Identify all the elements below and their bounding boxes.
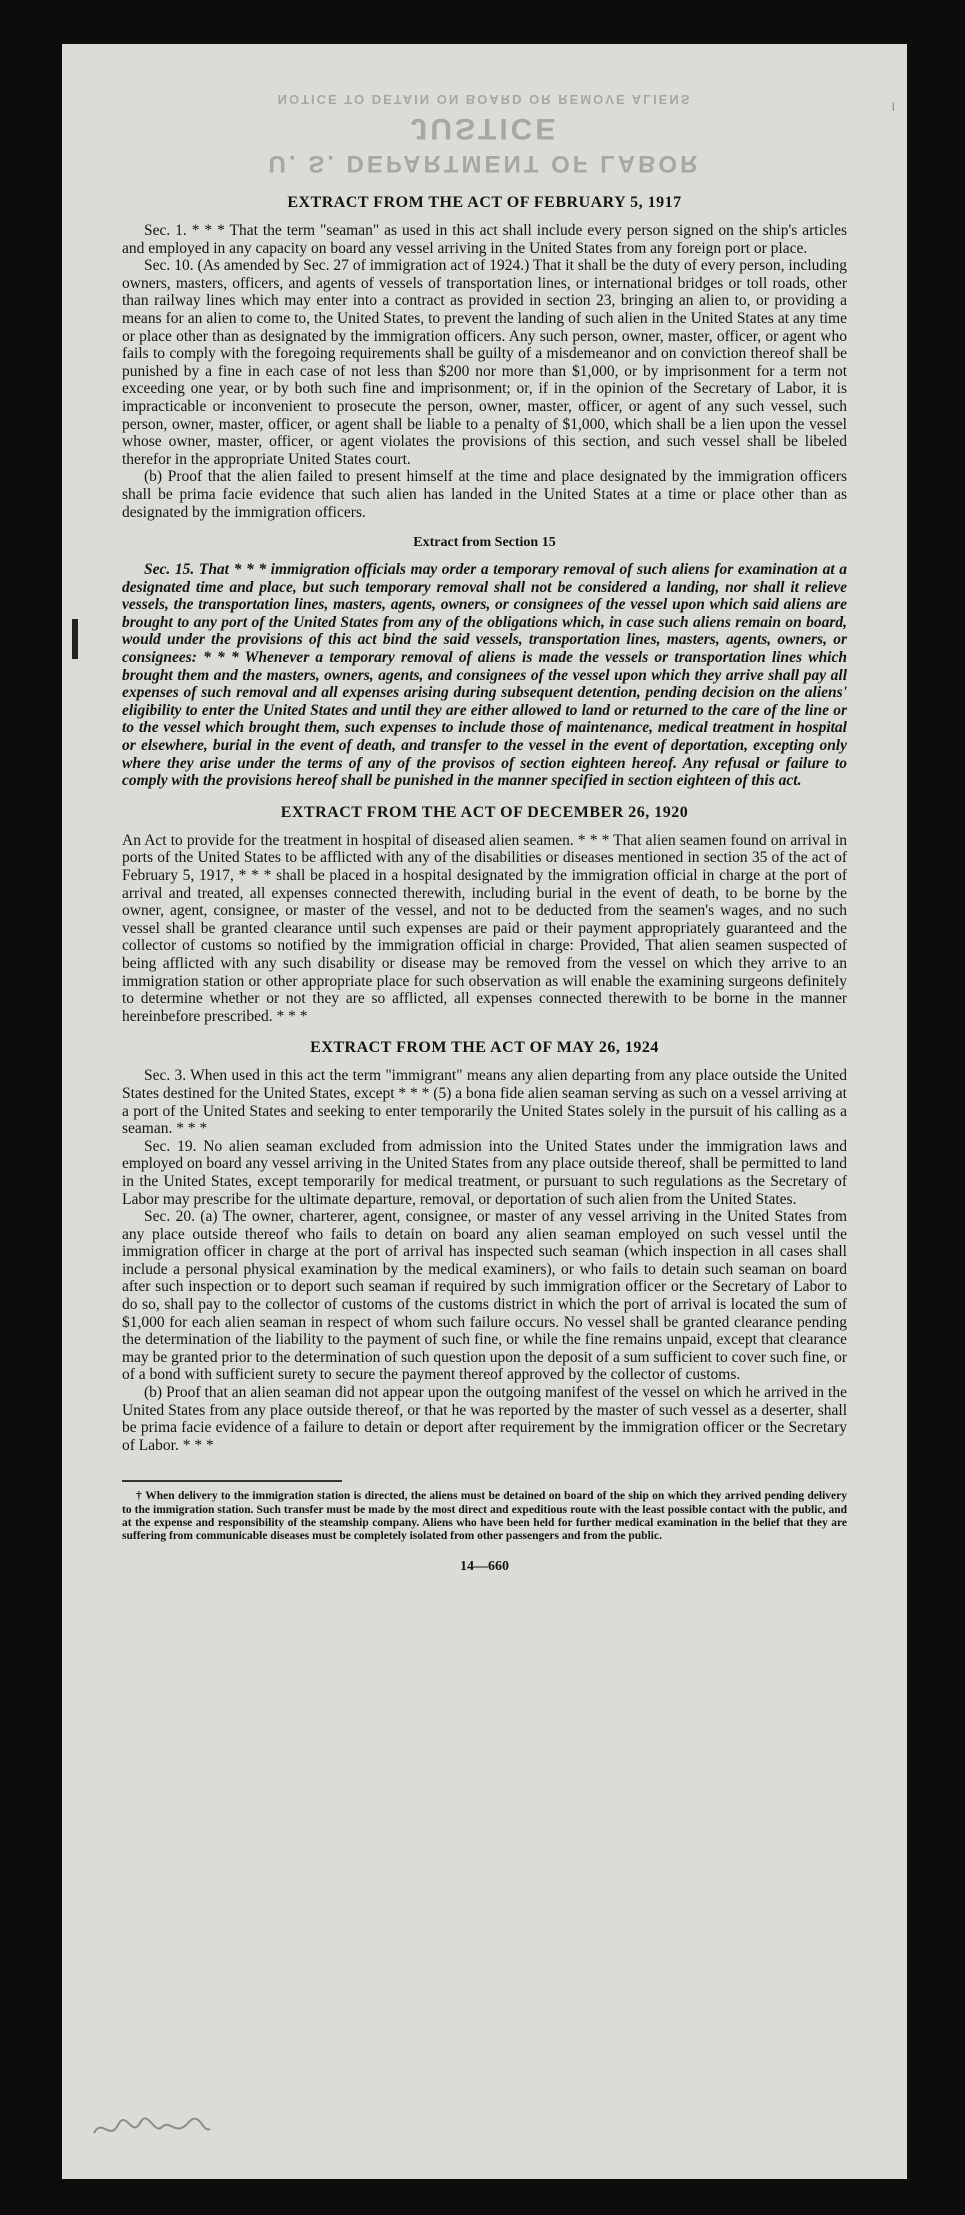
paragraph: Sec. 15. That * * * immigration officials may order a temporary removal of such aliens for examination at a designated time and place, but such temporary removal shall not be considered a landing, nor shall it relieve vessels, the transportation lines, masters, agents, owners, or consignees of the vessel upon which said aliens are brought to any port of the United States from any of the obligations which, in case such aliens remain on board, would under the provisions of this act bind the said vessels, transportation lines, masters, agents, owners, or consignees: * * * Whenever a temporary removal of aliens is made the vessels or transportation lines which brought them and the masters, owners, agents, and consignees of the vessel upon which they arrive shall pay all expenses of such removal and all expenses arising during subsequent detention, pending decision on the aliens' eligibility to enter the United States and until they are either allowed to land or returned to the care of the line or to the vessel which brought them, such expenses to include those of maintenance, medical treatment in hospital or elsewhere, burial in the event of death, and transfer to the vessel in the event of deportation, excepting only where they arise under the terms of any of the provisos of section eighteen hereof. Any refusal or failure to comply with the provisions hereof shall be punished in the manner specified in section eighteen of this act. xyxy=(122,561,847,790)
section-heading: EXTRACT FROM THE ACT OF MAY 26, 1924 xyxy=(310,1039,659,1057)
paragraph: Sec. 10. (As amended by Sec. 27 of immigration act of 1924.) That it shall be the duty of every person, including owners, masters, officers, and agents of vessels of transportation lines, or international bridges or toll roads, other than railway lines which may enter into a contract as provided in section 23, bringing an alien to, or providing a means for an alien to come to, the United States, to prevent the landing of such alien in the United States at any time or place other than as designated by the immigration officers. Any such person, owner, master, officer, or agent who fails to comply with the foregoing requirements shall be guilty of a misdemeanor and on conviction thereof shall be punished by a fine in each case of not less than $200 nor more than $1,000, or by imprisonment for a term not exceeding one year, or by both such fine and imprisonment; or, if in the opinion of the Secretary of Labor, it is impracticable or inconvenient to prosecute the person, owner, master, officer, or agent of any such vessel, such person, owner, master, officer, or agent shall be liable to a penalty of $1,000, which shall be a lien upon the vessel whose owner, master, officer, or agent violates the provisions of this section, and such vessel shall be libeled therefor in the appropriate United States court. xyxy=(122,257,847,468)
section-subheading: Extract from Section 15 xyxy=(413,535,556,551)
corner-stamp: I xyxy=(891,100,895,114)
footnote: † When delivery to the immigration station is directed, the aliens must be detained on board of the ship on which they arrived pending delivery to the immigration station. Such transfer must be made by the most direct and expeditious route with the least possible contact with the public, and at the expense and responsibility of the steamship company. Aliens who have been held for further medical examination in the belief that they are suffering from communicable diseases must be completely isolated from other passengers and from the public. xyxy=(122,1490,847,1543)
paragraph: Sec. 20. (a) The owner, charterer, agent, consignee, or master of any vessel arriving in the United States from any place outside thereof who fails to detain on board any alien seaman employed on such vessel until the immigration officer in charge at the port of arrival has inspected such seaman (which inspection in all cases shall include a personal physical examination by the medical examiners), or who fails to detain such seaman on board after such inspection or to deport such seaman if required by such immigration officer or the Secretary of Labor to do so, shall pay to the collector of customs of the customs district in which the port of arrival is located the sum of $1,000 for each alien seaman in respect of whom such failure occurs. No vessel shall be granted clearance pending the determination of the liability to the payment of such fine, or while the fine remains unpaid, except that clearance may be granted prior to the determination of such question upon the deposit of a sum sufficient to cover such fine, or of a bond with sufficient surety to secure the payment thereof approved by the collector of customs. xyxy=(122,1208,847,1384)
handwritten-signature xyxy=(92,2113,212,2149)
section-dec-1920 xyxy=(122,804,847,1026)
section-15-extract xyxy=(122,535,847,790)
signature-scribble-icon xyxy=(92,2113,212,2143)
paragraph: (b) Proof that the alien failed to present himself at the time and place designated by the immigration officers shall be prima facie evidence that such alien has landed in the United States at a time or place other than as designated by the immigration officers. xyxy=(122,468,847,521)
page-number: 14—660 xyxy=(460,1559,509,1575)
footnote-divider xyxy=(122,1480,342,1482)
paragraph: Sec. 1. * * * That the term "seaman" as used in this act shall include every person signed on the ship's articles and employed in any capacity on board any vessel arriving in the United States from any foreign port or place. xyxy=(122,222,847,257)
bleed-through-header: NOTICE TO DETAIN ON BOARD OR REMOVE ALIENS JUSTICE U. S. DEPARTMENT OF LABOR xyxy=(268,92,701,177)
section-heading: EXTRACT FROM THE ACT OF FEBRUARY 5, 1917 xyxy=(287,194,682,211)
section-heading: EXTRACT FROM THE ACT OF DECEMBER 26, 1920 xyxy=(280,803,689,821)
paragraph: Sec. 3. When used in this act the term "immigrant" means any alien departing from any place outside the United States destined for the United States, except * * * (5) a bona fide alien seaman serving as such on a vessel arriving at a port of the United States and seeking to enter temporarily the United States solely in the pursuit of his calling as a seaman. * * * xyxy=(122,1067,847,1138)
section-may-1924 xyxy=(122,1039,847,1454)
paragraph: Sec. 19. No alien seaman excluded from admission into the United States under the immigration laws and employed on board any vessel arriving in the United States from any place outside thereof, shall be permitted to land in the United States, except temporarily for medical treatment, or pursuant to such regulations as the Secretary of Labor may prescribe for the ultimate departure, removal, or deportation of such alien from the United States. xyxy=(122,1137,847,1208)
paragraph: An Act to provide for the treatment in hospital of diseased alien seamen. * * * That alien seamen found on arrival in ports of the United States to be afflicted with any of the disabilities or diseases mentioned in section 35 of the act of February 5, 1917, * * * shall be placed in a hospital designated by the immigration official in charge at the port of arrival and treated, all expenses connected therewith, including burial in the event of death, to be borne by the owner, agent, consignee, or master of the vessel, and not to be deducted from the seamen's wages, and no such vessel shall be granted clearance until such expenses are paid or their payment appropriately guaranteed and the collector of customs so notified by the immigration official in charge: Provided, That alien seamen suspected of being afflicted with any such disability or disease may be removed from the vessel on which they arrive to an immigration station or other appropriate place for such observation as will enable the examining surgeons definitely to determine whether or not they are so afflicted, all expenses connected therewith to be borne in the manner hereinbefore prescribed. * * * xyxy=(122,831,847,1025)
paragraph: (b) Proof that an alien seaman did not appear upon the outgoing manifest of the vessel on which he arrived in the United States from any place outside thereof, or that he was reported by the master of such vessel as a deserter, shall be prima facie evidence of a failure to detain or deport after requirement by the immigration officer or the Secretary of Labor. * * * xyxy=(122,1384,847,1454)
document-page xyxy=(62,44,907,2179)
section-feb-1917 xyxy=(122,194,847,521)
margin-mark xyxy=(72,619,78,659)
